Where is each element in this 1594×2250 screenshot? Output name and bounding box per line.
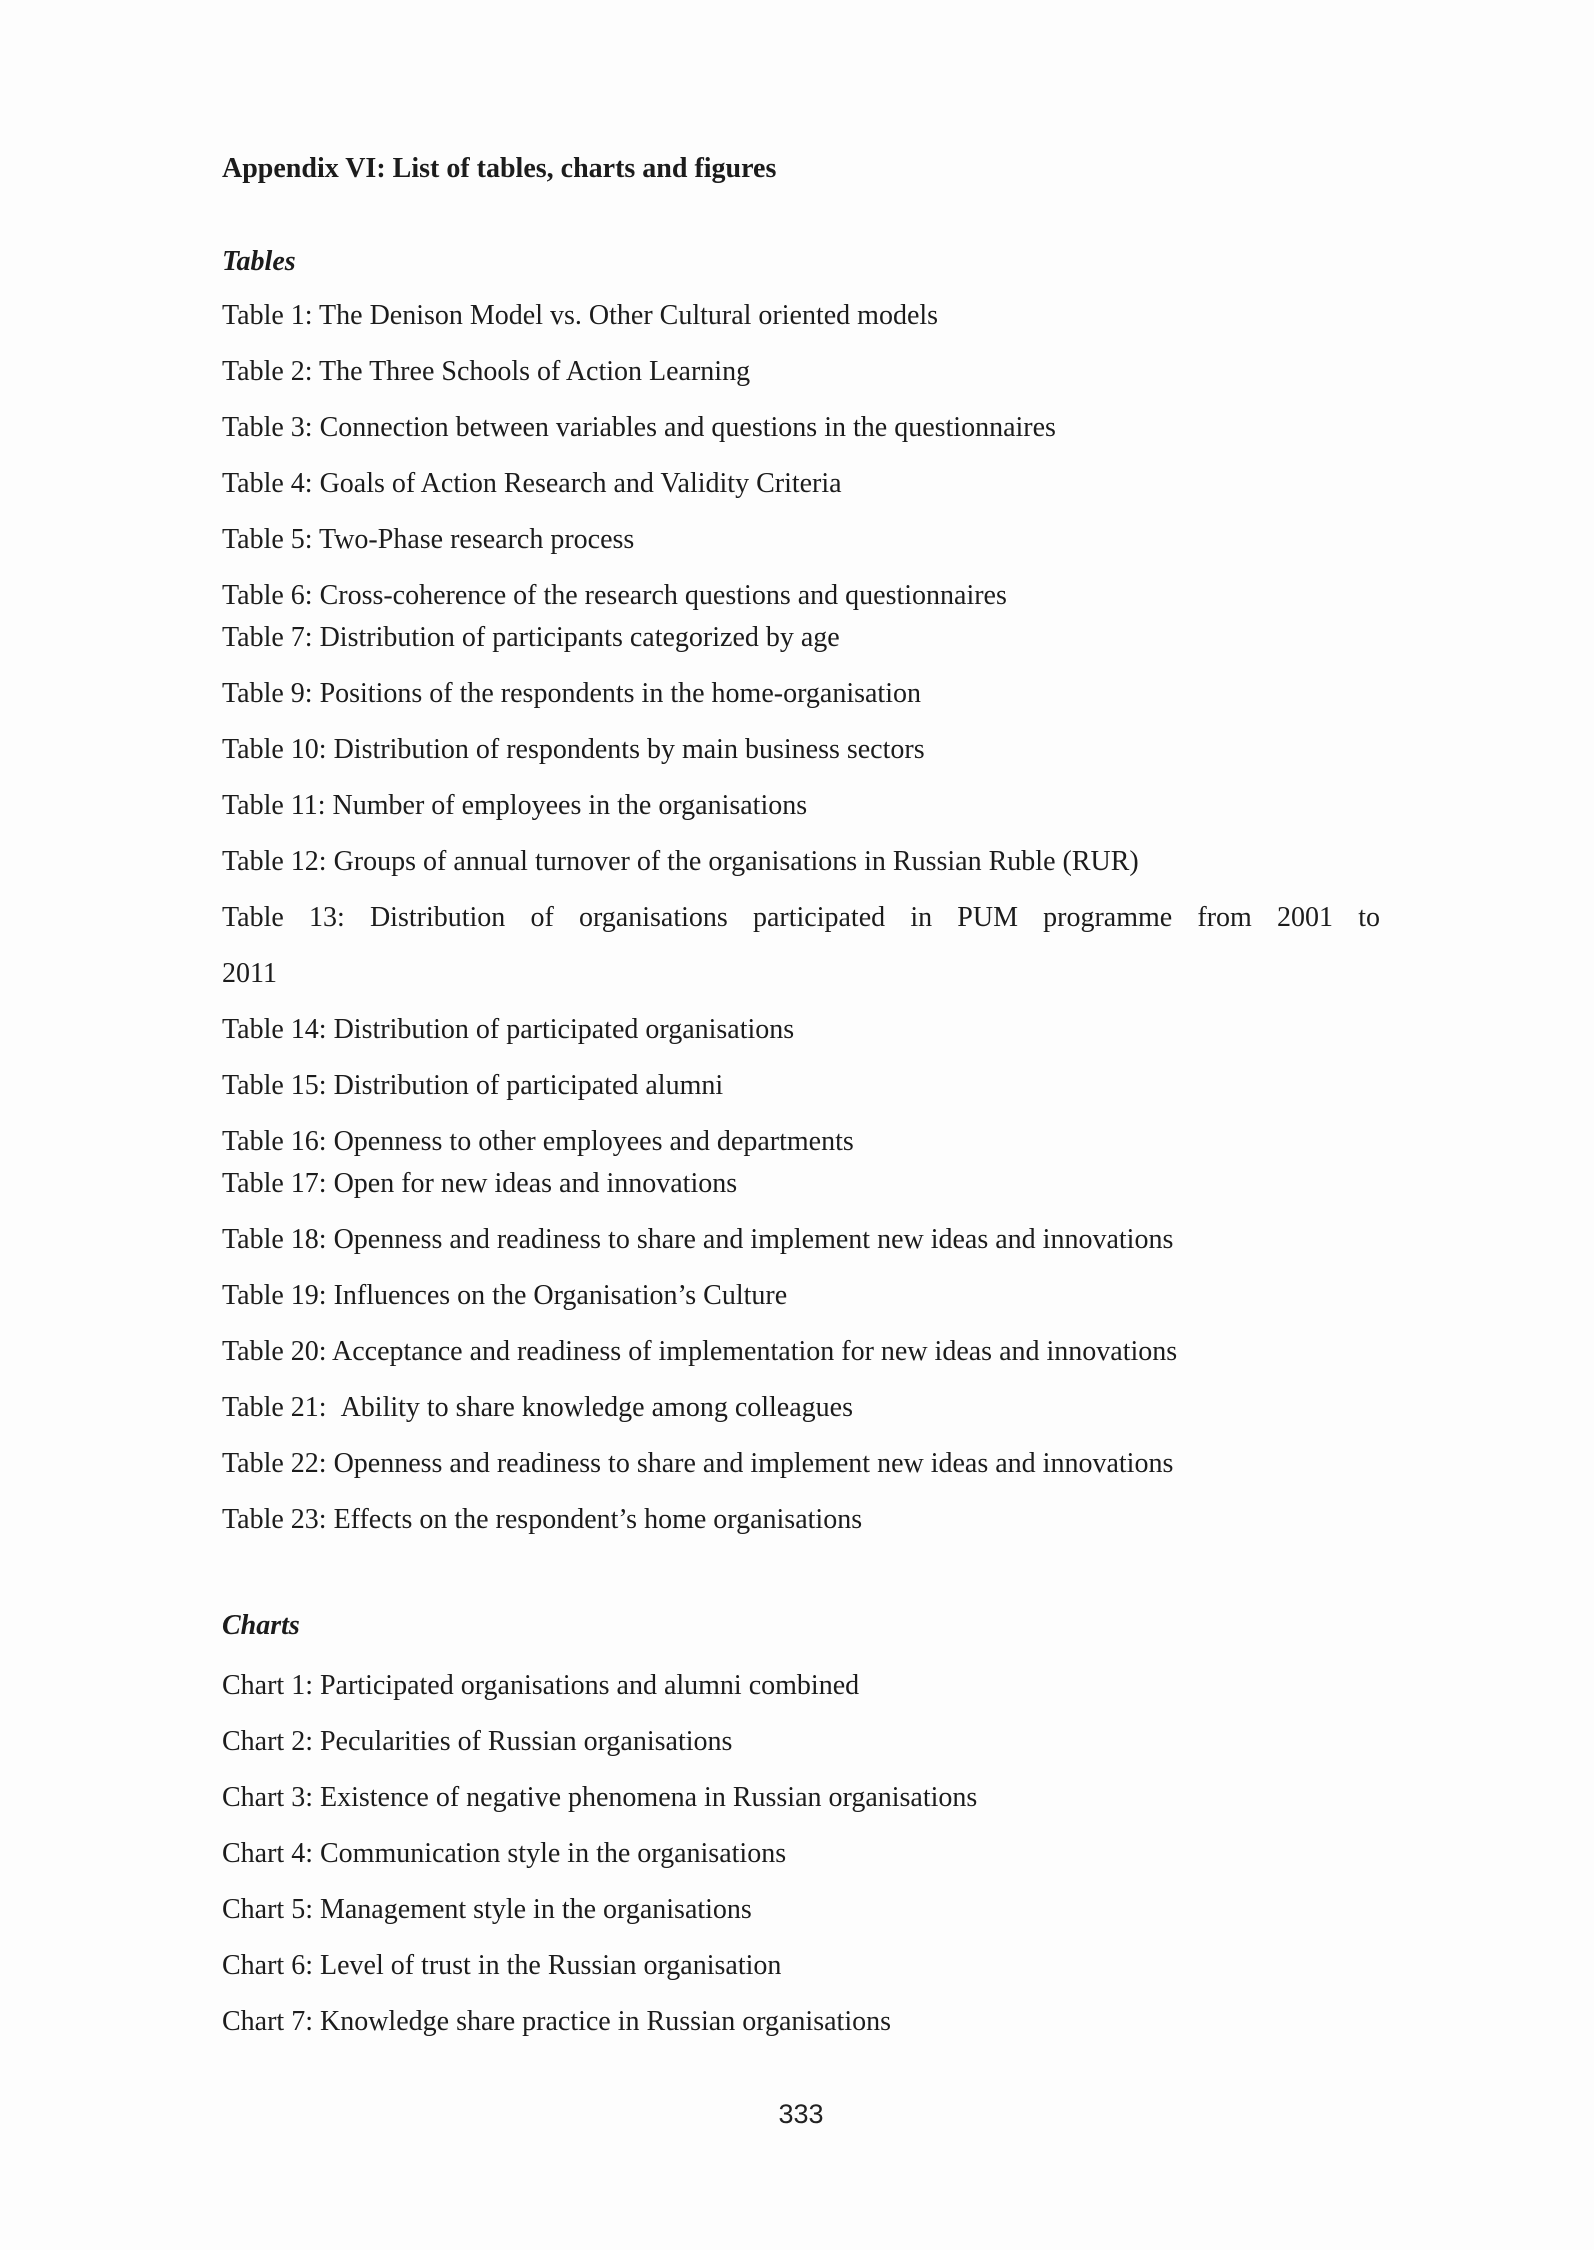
document-page (222, 0, 1380, 2131)
list-item: Table 14: Distribution of participated organisations (222, 1014, 795, 1045)
list-item: Table 10: Distribution of respondents by main business sectors (222, 734, 925, 765)
list-item: Chart 6: Level of trust in the Russian organisation (222, 1950, 782, 1981)
list-item: Chart 4: Communication style in the organisations (222, 1838, 787, 1869)
list-item: Table 15: Distribution of participated alumni (222, 1070, 724, 1101)
list-item: Chart 7: Knowledge share practice in Russian organisations (222, 2006, 891, 2037)
list-item: Table 20: Acceptance and readiness of implementation for new ideas and innovations (222, 1336, 1178, 1367)
section-heading-charts: Charts (222, 1610, 300, 1641)
list-item: Table 3: Connection between variables and questions in the questionnaires (222, 412, 1056, 443)
list-item: Table 1: The Denison Model vs. Other Cultural oriented models (222, 300, 939, 331)
page-number: 333 (778, 2099, 824, 2129)
section-heading-tables: Tables (222, 246, 296, 277)
list-item-line2: 2011 (222, 958, 277, 989)
list-item: Table 11: Number of employees in the organisations (222, 790, 808, 821)
list-item: Table 7: Distribution of participants categorized by age (222, 622, 840, 653)
list-item: Table 17: Open for new ideas and innovations (222, 1168, 738, 1199)
list-item-line1: Table 13: Distribution of organisations participated in PUM programme from 2001 to (222, 902, 1380, 933)
list-item: Table 4: Goals of Action Research and Validity Criteria (222, 468, 842, 499)
list-item: Table 6: Cross-coherence of the research questions and questionnaires (222, 580, 1007, 611)
list-item: Table 12: Groups of annual turnover of the organisations in Russian Ruble (RUR) (222, 846, 1139, 877)
page-title: Appendix VI: List of tables, charts and figures (222, 153, 777, 184)
list-item: Table 18: Openness and readiness to share and implement new ideas and innovations (222, 1224, 1174, 1255)
list-item: Table 5: Two-Phase research process (222, 524, 635, 555)
list-item: Table 19: Influences on the Organisation’s Culture (222, 1280, 788, 1311)
list-item: Table 16: Openness to other employees and departments (222, 1126, 854, 1157)
toc-sections (222, 241, 1380, 2050)
list-item: Chart 5: Management style in the organisations (222, 1894, 752, 1925)
list-item: Chart 1: Participated organisations and alumni combined (222, 1670, 860, 1701)
list-item: Table 21: Ability to share knowledge among colleagues (222, 1392, 853, 1423)
list-item: Table 23: Effects on the respondent’s home organisations (222, 1504, 863, 1535)
list-item: Table 22: Openness and readiness to share and implement new ideas and innovations (222, 1448, 1174, 1479)
list-item: Table 2: The Three Schools of Action Learning (222, 356, 751, 387)
list-item: Chart 3: Existence of negative phenomena in Russian organisations (222, 1782, 978, 1813)
list-item: Table 9: Positions of the respondents in the home-organisation (222, 678, 921, 709)
list-item (222, 890, 1380, 1002)
list-item: Chart 2: Pecularities of Russian organisations (222, 1726, 733, 1757)
